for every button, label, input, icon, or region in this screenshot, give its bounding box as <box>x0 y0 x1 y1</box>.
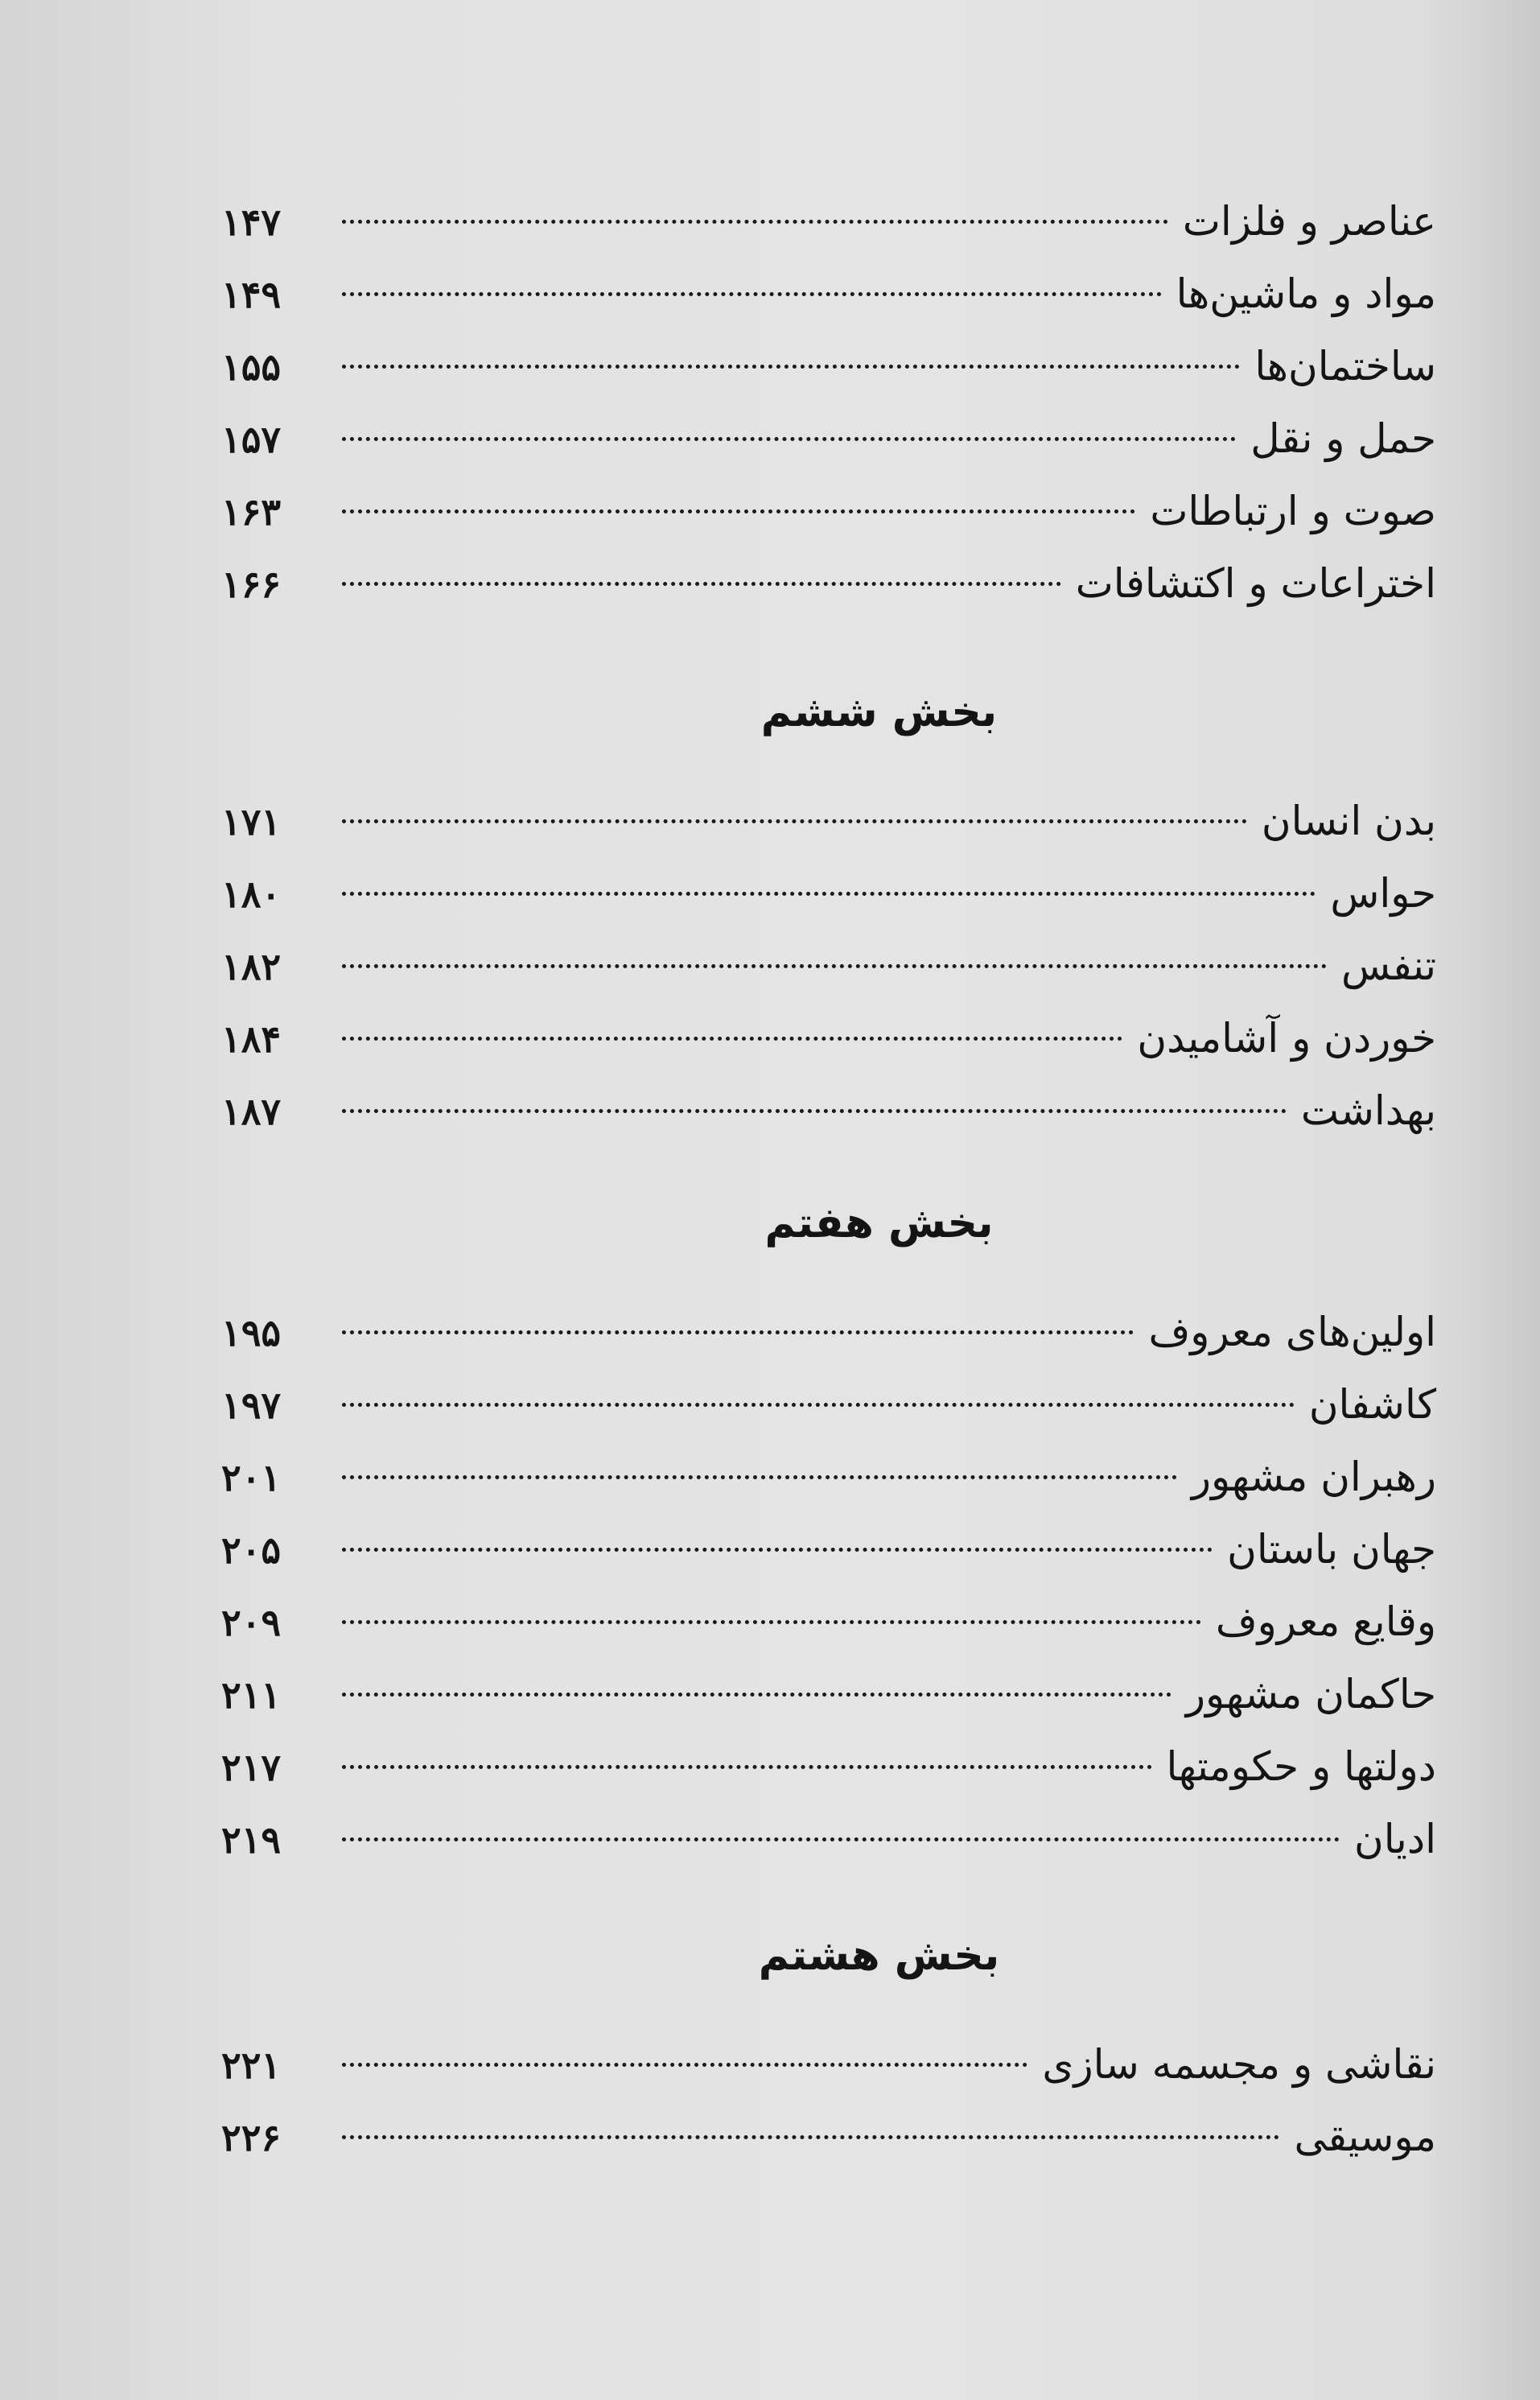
entry-title: اولین‌های معروف <box>1148 1309 1436 1355</box>
entry-title: اختراعات و اکتشافات <box>1075 560 1436 607</box>
toc-entry <box>185 1730 1436 1803</box>
page-number: ۱۸۲ <box>221 945 282 988</box>
page-number: ۱۶۶ <box>221 563 282 606</box>
entry-title: مواد و ماشین‌ها <box>1176 270 1436 317</box>
toc-entry <box>185 1368 1436 1441</box>
toc-entry <box>185 402 1436 475</box>
page-number: ۱۷۱ <box>221 800 282 843</box>
toc-entry <box>185 330 1436 402</box>
page-number: ۲۲۱ <box>221 2043 282 2087</box>
entry-title: عناصر و فلزات <box>1182 198 1436 245</box>
entry-title: ادیان <box>1353 1816 1436 1862</box>
toc-section <box>185 676 1436 1147</box>
toc-entry <box>185 1586 1436 1658</box>
page-number: ۲۱۱ <box>221 1673 282 1717</box>
entry-title: تنفس <box>1340 942 1436 989</box>
toc-entry <box>185 857 1436 930</box>
dot-leader <box>342 292 1162 296</box>
toc-entry <box>185 1296 1436 1368</box>
toc-entry <box>185 185 1436 258</box>
page-number: ۱۴۹ <box>221 273 282 316</box>
dot-leader <box>342 509 1135 513</box>
toc-entry <box>185 2028 1436 2101</box>
page-number: ۲۰۹ <box>221 1601 282 1644</box>
dot-leader <box>342 1330 1134 1334</box>
dot-leader <box>342 1037 1122 1041</box>
toc-section <box>185 185 1436 620</box>
section-heading: بخش هفتم <box>764 1199 994 1247</box>
dot-leader <box>342 220 1168 224</box>
page-number: ۱۵۵ <box>221 345 282 389</box>
page-number: ۲۲۶ <box>221 2116 282 2159</box>
page-number: ۲۱۷ <box>221 1746 282 1789</box>
toc-entry <box>185 1803 1436 1875</box>
entry-title: صوت و ارتباطات <box>1150 488 1436 534</box>
dot-leader <box>342 437 1236 441</box>
page-number: ۲۱۹ <box>221 1818 282 1862</box>
dot-leader <box>342 1548 1213 1552</box>
dot-leader <box>342 2135 1279 2139</box>
toc-entry <box>185 930 1436 1002</box>
entry-title: جهان باستان <box>1227 1526 1436 1573</box>
toc-section <box>185 1920 1436 2173</box>
toc-entry <box>185 475 1436 547</box>
dot-leader <box>342 1475 1177 1479</box>
page-number: ۱۸۰ <box>221 872 282 916</box>
page-number: ۱۸۴ <box>221 1017 282 1061</box>
entry-title: حمل و نقل <box>1250 415 1436 462</box>
toc-section <box>185 1187 1436 1875</box>
dot-leader <box>342 582 1061 586</box>
toc-entry <box>185 1658 1436 1730</box>
toc-entry <box>185 1002 1436 1074</box>
entry-title: کاشفان <box>1308 1381 1436 1428</box>
entry-title: رهبران مشهور <box>1191 1454 1436 1500</box>
toc-entry <box>185 1513 1436 1586</box>
table-of-contents <box>185 185 1436 2173</box>
page-number: ۲۰۱ <box>221 1456 282 1499</box>
entry-title: ساختمان‌ها <box>1254 343 1436 390</box>
page-number: ۱۹۵ <box>221 1311 282 1355</box>
dot-leader <box>342 964 1327 968</box>
page-number: ۱۸۷ <box>221 1090 282 1133</box>
entry-title: دولتها و حکومتها <box>1166 1743 1436 1790</box>
entry-title: بدن انسان <box>1261 798 1436 844</box>
page-number: ۲۰۵ <box>221 1528 282 1572</box>
dot-leader <box>342 1403 1295 1407</box>
section-heading: بخش ششم <box>760 688 998 736</box>
entry-title: خوردن و آشامیدن <box>1137 1015 1436 1062</box>
toc-entry <box>185 785 1436 857</box>
dot-leader <box>342 1109 1287 1113</box>
dot-leader <box>342 819 1247 823</box>
dot-leader <box>342 1765 1152 1769</box>
toc-entry <box>185 1074 1436 1147</box>
entry-title: بهداشت <box>1300 1087 1436 1134</box>
page-number: ۱۴۷ <box>221 200 282 244</box>
toc-entry <box>185 1441 1436 1513</box>
toc-entry <box>185 547 1436 620</box>
entry-title: حواس <box>1330 870 1436 917</box>
dot-leader <box>342 2063 1027 2067</box>
entry-title: حاکمان مشهور <box>1185 1671 1436 1718</box>
page-number: ۱۵۷ <box>221 418 282 461</box>
dot-leader <box>342 365 1240 369</box>
dot-leader <box>342 1693 1171 1697</box>
toc-entry <box>185 258 1436 330</box>
section-heading: بخش هشتم <box>758 1932 1000 1980</box>
page-number: ۱۶۳ <box>221 490 282 534</box>
dot-leader <box>342 1837 1340 1841</box>
entry-title: وقایع معروف <box>1215 1598 1436 1645</box>
dot-leader <box>342 892 1316 896</box>
entry-title: موسیقی <box>1294 2113 1436 2160</box>
page-number: ۱۹۷ <box>221 1384 282 1427</box>
toc-entry <box>185 2101 1436 2173</box>
dot-leader <box>342 1620 1201 1624</box>
entry-title: نقاشی و مجسمه سازی <box>1042 2041 1436 2088</box>
